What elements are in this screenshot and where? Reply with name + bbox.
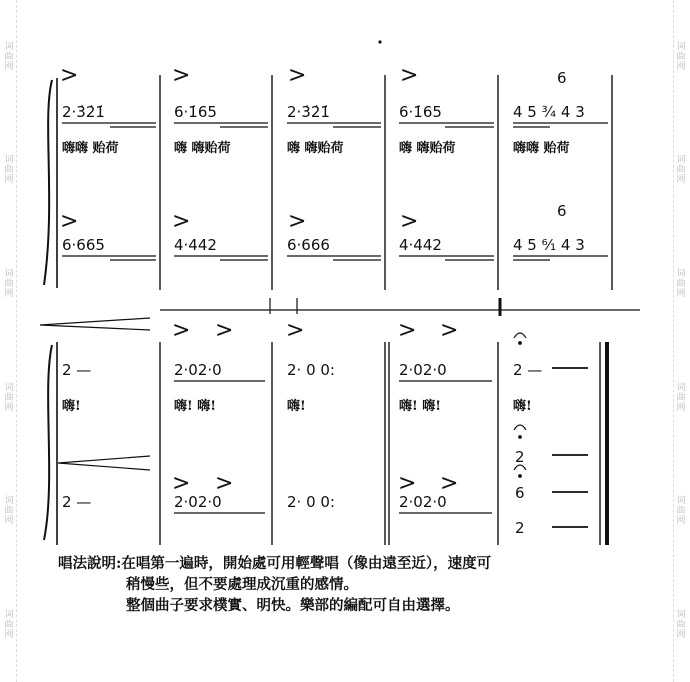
lyric: 嗨! 嗨! (174, 399, 216, 414)
watermark-glyph: 词 (676, 610, 686, 621)
watermark-glyph: 曲 (676, 279, 686, 290)
beam-lines (62, 123, 608, 127)
watermark-glyph: 词 (4, 41, 14, 52)
upper-notes: 2·3̇2̇1̇ (62, 103, 105, 121)
accent-mark: > (286, 318, 305, 343)
watermark-glyph: 曲 (4, 392, 14, 403)
watermark-glyph: 网 (676, 61, 686, 72)
watermark-glyph: 网 (4, 61, 14, 72)
watermark-glyph: 曲 (4, 506, 14, 517)
watermark-glyphs (4, 610, 13, 640)
system-2 (44, 318, 607, 545)
watermark-glyph: 曲 (4, 165, 14, 176)
watermark-glyph: 曲 (676, 51, 686, 62)
chord-note: 2 (515, 448, 525, 466)
accent-mark: > (288, 63, 307, 88)
sustain-dashes (552, 368, 588, 527)
system-1-brace (44, 80, 52, 285)
lyric: 嗨 嗨贻荷 (287, 141, 344, 156)
dynamics-hairpin-bottom (58, 456, 150, 470)
accent-mark: > (215, 471, 234, 496)
lyric: 嗨嗨 贻荷 (62, 141, 119, 156)
watermark-glyph: 词 (676, 496, 686, 507)
watermark-glyph: 曲 (676, 165, 686, 176)
watermark-glyph: 网 (4, 175, 14, 186)
upper-notes: 2 — (62, 361, 92, 379)
watermark-glyph: 网 (676, 289, 686, 300)
upper-notes: 2· 0 0: (287, 361, 335, 379)
accent-mark: > (172, 63, 191, 88)
accent-mark: > (440, 318, 459, 343)
accent-mark: > (288, 209, 307, 234)
watermark-glyph: 曲 (4, 620, 14, 631)
watermark-glyph: 词 (4, 610, 14, 621)
lower-notes: 2· 0 0: (287, 493, 335, 511)
upper-notes: 2 — (513, 361, 543, 379)
watermark-glyph: 词 (676, 382, 686, 393)
accent-mark: > (172, 471, 191, 496)
accent-mark: > (172, 318, 191, 343)
lower-notes: 2·02·0 (399, 493, 447, 511)
watermark-glyphs (676, 610, 685, 640)
lower-notes: 2·02·0 (174, 493, 222, 511)
lyric: 嗨! (513, 399, 532, 414)
lower-notes: 4 5 ⁶⁄₁ 4 3 (513, 236, 585, 254)
watermark-glyph: 网 (676, 516, 686, 527)
watermark-glyph: 词 (676, 155, 686, 166)
upper-notes: 4 5 ¾ 4 3 (513, 103, 585, 121)
watermark-glyph: 词 (676, 41, 686, 52)
watermark-glyph: 网 (4, 289, 14, 300)
watermark-glyph: 曲 (4, 279, 14, 290)
watermark-glyph: 曲 (676, 620, 686, 631)
lower-notes: 4·442 (399, 236, 442, 254)
instructions-line-2: 稍慢些，但不要處理成沉重的感情。 (126, 576, 358, 593)
watermark-glyph: 曲 (676, 506, 686, 517)
watermark-glyph: 网 (676, 630, 686, 641)
watermark-glyph: 网 (676, 175, 686, 186)
watermark-glyph: 曲 (676, 392, 686, 403)
watermark-glyph: 网 (4, 630, 14, 641)
lyric: 嗨嗨 贻荷 (513, 141, 570, 156)
upper-notes: 2·02·0 (399, 361, 447, 379)
watermark-glyph: 词 (4, 155, 14, 166)
watermark-glyph: 词 (4, 269, 14, 280)
instructions-text-1: 在唱第一遍時，開始處可用輕聲唱（像由遠至近），速度可 (121, 555, 492, 572)
performance-instructions (58, 553, 638, 616)
lower-notes: 2 — (62, 493, 92, 511)
accent-mark: > (60, 209, 79, 234)
upper-notes: 2·3̇2̇1̇ (287, 103, 330, 121)
system-1 (44, 63, 612, 290)
accent-mark: > (400, 209, 419, 234)
instructions-line-1 (58, 553, 638, 574)
grace-note: 6 (557, 69, 567, 87)
watermark-glyph: 词 (4, 496, 14, 507)
score-dot (378, 40, 381, 43)
watermark-glyph: 词 (676, 269, 686, 280)
instructions-line-3: 整個曲子要求樸實、明快。樂部的編配可自由選擇。 (126, 597, 460, 614)
beam-lines (62, 256, 608, 260)
lower-notes: 6·666 (287, 236, 330, 254)
chord-note: 6 (515, 484, 525, 502)
upper-notes: 2·02·0 (174, 361, 222, 379)
accent-mark: > (172, 209, 191, 234)
watermark-glyph: 网 (676, 402, 686, 413)
accent-mark: > (398, 471, 417, 496)
instructions-label: 唱法說明: (58, 555, 122, 572)
watermark-glyph: 网 (4, 402, 14, 413)
accent-mark: > (215, 318, 234, 343)
upper-notes: 6·1̇65 (174, 103, 217, 121)
upper-notes: 6·1̇65 (399, 103, 442, 121)
lyric: 嗨! 嗨! (399, 399, 441, 414)
accent-mark: > (398, 318, 417, 343)
watermark-glyph: 词 (4, 382, 14, 393)
accent-mark: > (400, 63, 419, 88)
dynamics-hairpin-top (40, 298, 640, 330)
lyric: 嗨! (62, 399, 81, 414)
lyric: 嗨! (287, 399, 306, 414)
watermark-glyph: 曲 (4, 51, 14, 62)
lyric: 嗨 嗨贻荷 (174, 141, 231, 156)
watermark-glyph: 网 (4, 516, 14, 527)
lower-notes: 6·665 (62, 236, 105, 254)
accent-mark: > (60, 63, 79, 88)
grace-note: 6 (557, 202, 567, 220)
accent-mark: > (440, 471, 459, 496)
system-2-brace (44, 345, 52, 540)
lower-notes: 4·442 (174, 236, 217, 254)
chord-note: 2 (515, 519, 525, 537)
lyric: 嗨 嗨贻荷 (399, 141, 456, 156)
